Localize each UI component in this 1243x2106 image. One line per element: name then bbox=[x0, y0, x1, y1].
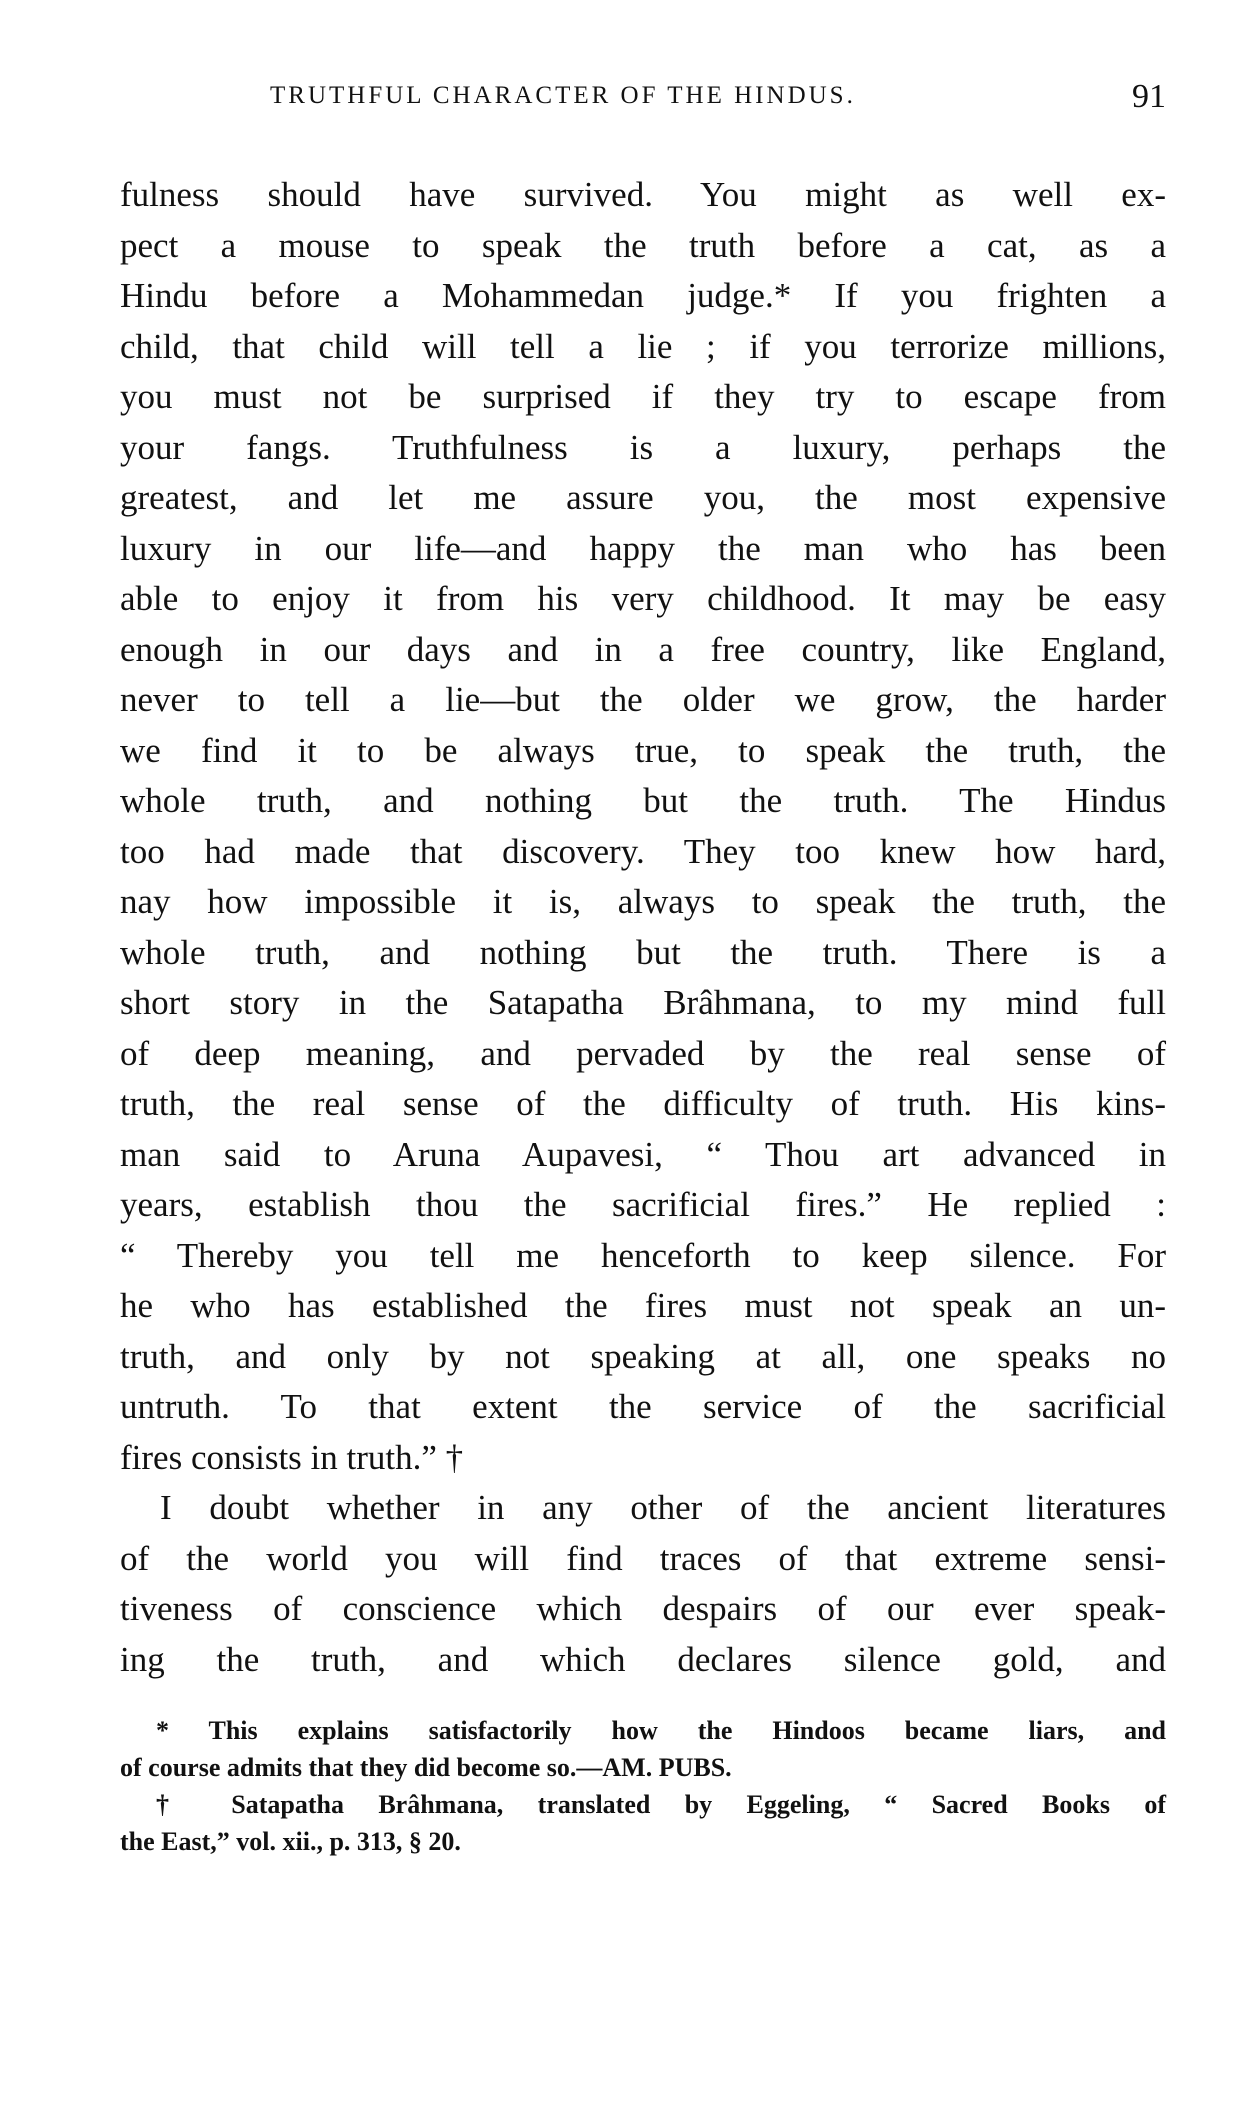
footnote-line: * This explains satisfactorily how the Hindoos became liars, and bbox=[156, 1716, 1166, 1745]
text-line: short story in the Satapatha Brâhmana, to my mind full bbox=[120, 983, 1166, 1022]
text-line: whole truth, and nothing but the truth. There is a bbox=[120, 932, 1166, 972]
text-line: Hindu before a Mohammedan judge.* If you frighten a bbox=[120, 276, 1166, 315]
text-line: greatest, and let me assure you, the most expensive bbox=[120, 478, 1166, 517]
text-line: whole truth, and nothing but the truth. The Hindus bbox=[120, 781, 1166, 820]
text-line: fires consists in truth.” † bbox=[120, 1437, 464, 1477]
text-line: luxury in our life—and happy the man who has been bbox=[120, 528, 1166, 568]
text-line: tiveness of conscience which despairs of our ever speak- bbox=[120, 1589, 1166, 1628]
running-head bbox=[120, 78, 1166, 122]
text-line: enough in our days and in a free country, like England, bbox=[120, 629, 1166, 669]
text-line: I doubt whether in any other of the ancient literatures bbox=[160, 1488, 1166, 1527]
text-line: of the world you will find traces of that extreme sensi- bbox=[120, 1538, 1166, 1578]
text-line: fulness should have survived. You might as well ex- bbox=[120, 175, 1166, 214]
text-line: “ Thereby you tell me henceforth to keep silence. For bbox=[120, 1235, 1166, 1275]
text-line: nay how impossible it is, always to speak the truth, the bbox=[120, 882, 1166, 921]
text-line: you must not be surprised if they try to escape from bbox=[120, 377, 1166, 416]
text-line: man said to Aruna Aupavesi, “ Thou art advanced in bbox=[120, 1134, 1166, 1174]
text-line: your fangs. Truthfulness is a luxury, perhaps the bbox=[120, 427, 1166, 467]
text-line: never to tell a lie—but the older we grow, the harder bbox=[120, 680, 1166, 719]
text-line: truth, and only by not speaking at all, one speaks no bbox=[120, 1336, 1166, 1376]
text-line: we find it to be always true, to speak the truth, the bbox=[120, 730, 1166, 770]
page-number: 91 bbox=[1132, 78, 1166, 115]
footnote-line: of course admits that they did become so.—AM. PUBS. bbox=[120, 1753, 732, 1782]
text-line: truth, the real sense of the difficulty of truth. His kins- bbox=[120, 1084, 1166, 1123]
running-title: TRUTHFUL CHARACTER OF THE HINDUS. bbox=[270, 82, 856, 109]
text-line: child, that child will tell a lie ; if you terrorize millions, bbox=[120, 326, 1166, 366]
text-line: too had made that discovery. They too knew how hard, bbox=[120, 831, 1166, 871]
text-line: untruth. To that extent the service of the sacrificial bbox=[120, 1387, 1166, 1426]
body-text bbox=[120, 170, 1166, 1685]
footnote-line: † Satapatha Brâhmana, translated by Eggeling, “ Sacred Books of bbox=[156, 1790, 1166, 1819]
footnote-line: the East,” vol. xii., p. 313, § 20. bbox=[120, 1827, 461, 1856]
text-line: years, establish thou the sacrificial fires.” He replied : bbox=[120, 1185, 1166, 1224]
text-line: he who has established the fires must not speak an un- bbox=[120, 1286, 1166, 1325]
text-line: ing the truth, and which declares silence gold, and bbox=[120, 1639, 1166, 1679]
text-line: of deep meaning, and pervaded by the real sense of bbox=[120, 1033, 1166, 1073]
text-line: able to enjoy it from his very childhood. It may be easy bbox=[120, 579, 1166, 618]
text-line: pect a mouse to speak the truth before a cat, as a bbox=[120, 225, 1166, 265]
footnotes bbox=[120, 1712, 1166, 1860]
